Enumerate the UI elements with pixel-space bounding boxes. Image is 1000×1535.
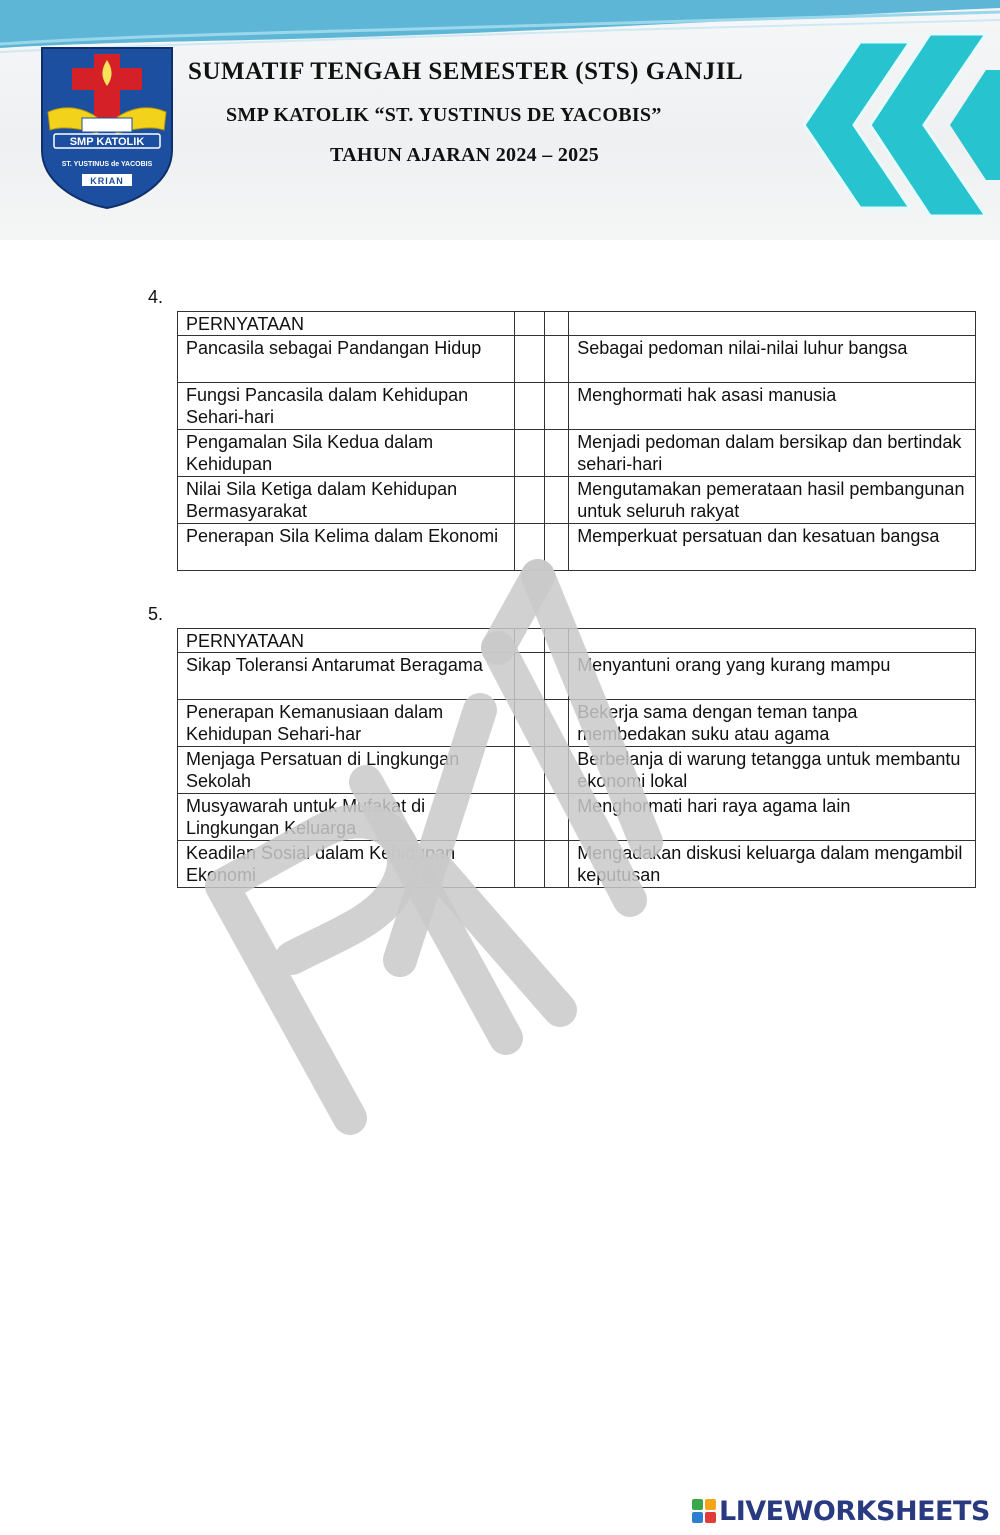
table-header-row: [178, 629, 976, 653]
logo-text-arc: ST. YUSTINUS de YACOBIS: [61, 161, 153, 168]
exam-title: SUMATIF TENGAH SEMESTER (STS) GANJIL: [188, 58, 744, 85]
match-dot-left[interactable]: [515, 524, 545, 571]
match-dot-right[interactable]: [545, 477, 569, 524]
match-dot-right[interactable]: [545, 653, 569, 700]
statement-cell: Penerapan Sila Kelima dalam Ekonomi: [178, 524, 515, 571]
statement-cell: Musyawarah untuk Mufakat di Lingkungan Keluarga: [178, 794, 515, 841]
answer-header: [569, 629, 976, 653]
statement-cell: Nilai Sila Ketiga dalam Kehidupan Bermasyarakat: [178, 477, 515, 524]
statement-cell: Menjaga Persatuan di Lingkungan Sekolah: [178, 747, 515, 794]
match-dot-left[interactable]: [515, 629, 545, 653]
answer-cell: Bekerja sama dengan teman tanpa membedakan suku atau agama: [569, 700, 976, 747]
liveworksheets-brand: [692, 1494, 990, 1528]
match-dot-left[interactable]: [515, 794, 545, 841]
question-number: 5.: [148, 604, 164, 624]
match-dot-right[interactable]: [545, 841, 569, 888]
school-logo: [36, 42, 178, 212]
liveworksheets-logo-icon: [692, 1499, 716, 1523]
statement-header: PERNYATAAN: [178, 629, 515, 653]
match-dot-right[interactable]: [545, 747, 569, 794]
match-dot-left[interactable]: [515, 747, 545, 794]
answer-cell: Menjadi pedoman dalam bersikap dan bertindak sehari-hari: [569, 430, 976, 477]
match-dot-left[interactable]: [515, 336, 545, 383]
statement-cell: Fungsi Pancasila dalam Kehidupan Sehari-hari: [178, 383, 515, 430]
match-dot-right[interactable]: [545, 312, 569, 336]
matching-table-q4: [177, 311, 976, 571]
statement-header: PERNYATAAN: [178, 312, 515, 336]
answer-cell: Menyantuni orang yang kurang mampu: [569, 653, 976, 700]
chevron-decoration-icon: [790, 30, 1000, 220]
matching-table-q5: [177, 628, 976, 888]
match-dot-left[interactable]: [515, 430, 545, 477]
table-row: [178, 653, 976, 700]
logo-text-bottom: KRIAN: [90, 176, 124, 186]
table-row: [178, 747, 976, 794]
match-dot-right[interactable]: [545, 794, 569, 841]
answer-cell: Memperkuat persatuan dan kesatuan bangsa: [569, 524, 976, 571]
statement-cell: Penerapan Kemanusiaan dalam Kehidupan Sehari-har: [178, 700, 515, 747]
answer-cell: Menghormati hak asasi manusia: [569, 383, 976, 430]
match-dot-right[interactable]: [545, 629, 569, 653]
document-header: [0, 0, 1000, 240]
answer-cell: Berbelanja di warung tetangga untuk membantu ekonomi lokal: [569, 747, 976, 794]
answer-cell: Sebagai pedoman nilai-nilai luhur bangsa: [569, 336, 976, 383]
match-dot-left[interactable]: [515, 700, 545, 747]
table-row: [178, 477, 976, 524]
answer-cell: Menghormati hari raya agama lain: [569, 794, 976, 841]
liveworksheets-wordmark: LIVEWORKSHEETS: [719, 1495, 990, 1527]
table-row: [178, 430, 976, 477]
school-name: SMP KATOLIK “ST. YUSTINUS DE YACOBIS”: [226, 104, 662, 126]
match-dot-right[interactable]: [545, 383, 569, 430]
statement-cell: Pancasila sebagai Pandangan Hidup: [178, 336, 515, 383]
table-row: [178, 700, 976, 747]
table-row: [178, 383, 976, 430]
match-dot-right[interactable]: [545, 700, 569, 747]
statement-cell: Pengamalan Sila Kedua dalam Kehidupan: [178, 430, 515, 477]
match-dot-left[interactable]: [515, 383, 545, 430]
table-row: [178, 524, 976, 571]
question-number: 4.: [148, 287, 164, 307]
table-row: [178, 336, 976, 383]
match-dot-left[interactable]: [515, 653, 545, 700]
match-dot-left[interactable]: [515, 477, 545, 524]
statement-cell: Keadilan Sosial dalam Kehidupan Ekonomi: [178, 841, 515, 888]
answer-cell: Mengutamakan pemerataan hasil pembangunan untuk seluruh rakyat: [569, 477, 976, 524]
match-dot-left[interactable]: [515, 312, 545, 336]
academic-year: TAHUN AJARAN 2024 – 2025: [330, 144, 600, 166]
match-dot-right[interactable]: [545, 336, 569, 383]
table-header-row: [178, 312, 976, 336]
answer-cell: Mengadakan diskusi keluarga dalam mengambil keputusan: [569, 841, 976, 888]
match-dot-right[interactable]: [545, 524, 569, 571]
answer-header: [569, 312, 976, 336]
match-dot-right[interactable]: [545, 430, 569, 477]
statement-cell: Sikap Toleransi Antarumat Beragama: [178, 653, 515, 700]
logo-text-top: SMP KATOLIK: [69, 136, 145, 148]
match-dot-left[interactable]: [515, 841, 545, 888]
table-row: [178, 794, 976, 841]
table-row: [178, 841, 976, 888]
